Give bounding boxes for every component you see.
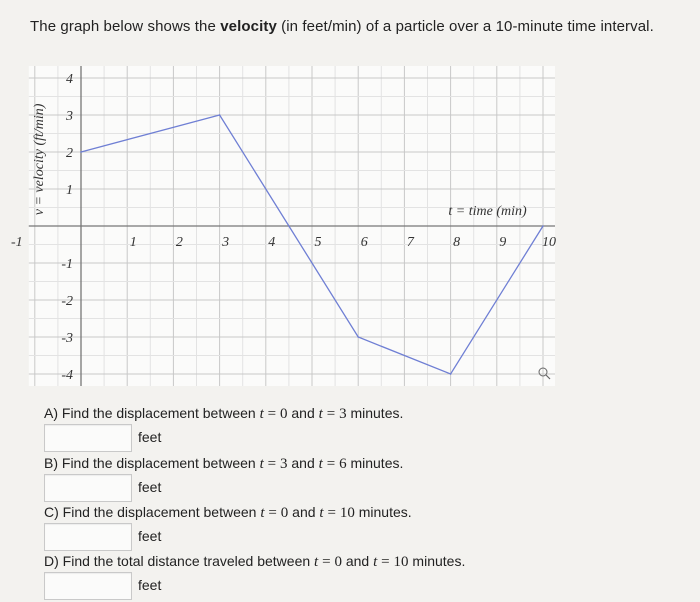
x-tick-label: 3	[222, 235, 230, 250]
var-t: t	[318, 406, 323, 422]
start-time: 0	[334, 554, 342, 570]
answer-input-c[interactable]	[44, 523, 132, 551]
minutes-word: minutes.	[358, 504, 412, 520]
equals-sign: =	[267, 406, 277, 422]
equals-sign: =	[267, 456, 277, 472]
data-point	[357, 336, 359, 338]
y-tick-label: -1	[61, 257, 73, 272]
data-point	[219, 114, 221, 116]
end-time: 3	[339, 406, 347, 422]
y-tick-label: -3	[61, 331, 73, 346]
and-word: and	[292, 504, 316, 520]
data-point	[542, 225, 544, 227]
question-d	[44, 553, 465, 571]
x-tick-label: 5	[314, 235, 322, 250]
equals-sign: =	[322, 554, 331, 570]
equals-sign: =	[326, 456, 336, 472]
y-tick-label: -4	[61, 368, 73, 383]
y-tick-label: 4	[66, 72, 73, 87]
x-tick-label: 2	[175, 235, 183, 250]
minutes-word: minutes.	[412, 553, 466, 569]
x-tick-label: 6	[360, 235, 368, 250]
and-word: and	[291, 455, 315, 471]
question-c-text: C) Find the displacement between	[44, 504, 257, 520]
x-tick-label: 7	[406, 235, 414, 250]
var-t: t	[259, 406, 264, 422]
and-word: and	[291, 405, 315, 421]
unit-label-d: feet	[138, 577, 162, 593]
prompt-bold-word: velocity	[220, 18, 277, 35]
unit-label-b: feet	[138, 479, 162, 495]
data-point	[80, 151, 82, 153]
var-t: t	[319, 505, 324, 521]
equals-sign: =	[327, 505, 336, 521]
answer-input-b[interactable]	[44, 474, 132, 502]
and-word: and	[345, 553, 370, 569]
y-tick-label: 3	[66, 109, 73, 124]
y-tick-label: -2	[61, 294, 73, 309]
question-d-text: D) Find the total distance traveled between	[44, 553, 311, 569]
start-time: 0	[280, 505, 289, 521]
y-tick-label: 1	[66, 183, 73, 198]
question-c	[44, 504, 412, 522]
question-b	[44, 455, 403, 473]
unit-label-c: feet	[138, 528, 162, 544]
minutes-word: minutes.	[350, 455, 404, 471]
x-tick-label: 9	[499, 235, 507, 250]
x-tick-label: 8	[453, 235, 461, 250]
x-tick-label: 4	[268, 235, 276, 250]
end-time: 6	[339, 456, 347, 472]
var-t: t	[373, 554, 378, 570]
x-tick-label: -1	[10, 235, 23, 250]
y-axis-title: v = velocity (ft/min)	[31, 103, 47, 216]
prompt-text: The graph below shows the	[30, 18, 221, 35]
prompt-text-end: (in feet/min) of a particle over a 10-minute time interval.	[276, 18, 654, 35]
var-t: t	[318, 456, 323, 472]
end-time: 10	[393, 554, 409, 570]
x-tick-label: 10	[542, 235, 556, 250]
question-a-text: A) Find the displacement between	[44, 405, 256, 421]
x-tick-label: 1	[129, 235, 137, 250]
unit-label-a: feet	[138, 429, 162, 445]
equals-sign: =	[268, 505, 277, 521]
answer-input-a[interactable]	[44, 424, 132, 452]
var-t: t	[260, 505, 265, 521]
question-a	[44, 405, 403, 423]
x-axis-title: t = time (min)	[448, 203, 527, 219]
var-t: t	[259, 456, 264, 472]
answer-input-d[interactable]	[44, 572, 132, 600]
var-t: t	[314, 554, 319, 570]
question-b-text: B) Find the displacement between	[44, 455, 256, 471]
minutes-word: minutes.	[350, 405, 404, 421]
end-time: 10	[339, 505, 355, 521]
start-time: 0	[280, 406, 288, 422]
y-tick-label: 2	[66, 146, 73, 161]
data-point	[450, 373, 452, 375]
start-time: 3	[280, 456, 288, 472]
equals-sign: =	[381, 554, 390, 570]
equals-sign: =	[326, 406, 336, 422]
